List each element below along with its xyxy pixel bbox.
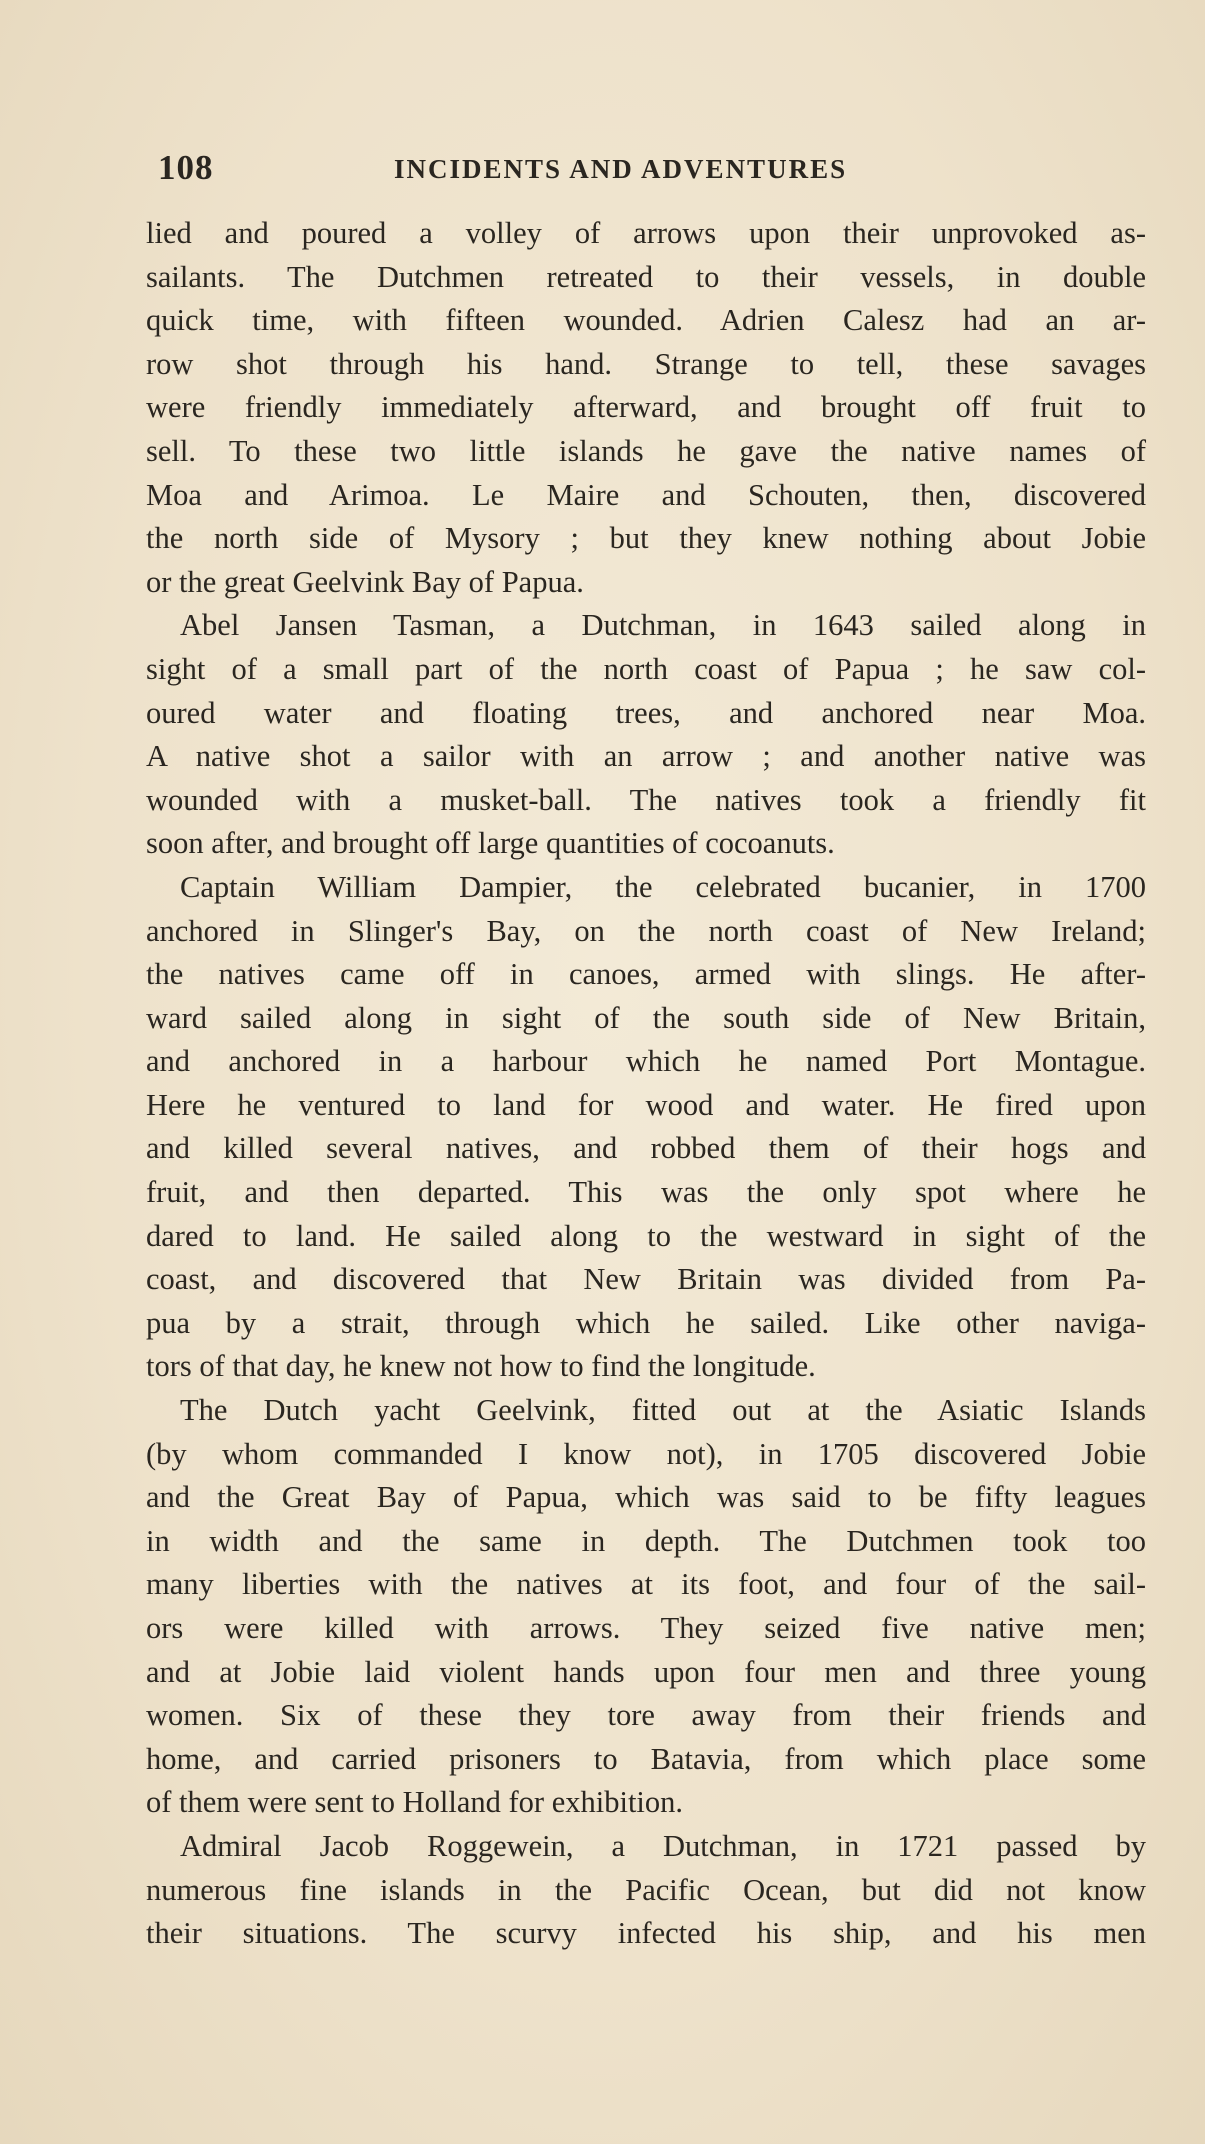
text-line: wounded with a musket-ball. The natives took a friendly fit: [146, 782, 1146, 817]
text-line: Here he ventured to land for wood and water. He fired upon: [146, 1087, 1146, 1122]
text-line: ward sailed along in sight of the south side of New Britain,: [146, 1000, 1146, 1035]
text-line: or the great Geelvink Bay of Papua.: [146, 564, 584, 599]
text-line: quick time, with fifteen wounded. Adrien Calesz had an ar-: [146, 303, 1146, 338]
text-line: of them were sent to Holland for exhibition.: [146, 1785, 684, 1820]
text-line: soon after, and brought off large quantities of cocoanuts.: [146, 826, 835, 861]
text-line: fruit, and then departed. This was the only spot where he: [146, 1175, 1146, 1210]
text-line: the natives came off in canoes, armed with slings. He after-: [146, 957, 1146, 992]
text-line: row shot through his hand. Strange to tell, these savages: [146, 346, 1146, 381]
text-line: Captain William Dampier, the celebrated bucanier, in 1700: [180, 869, 1146, 904]
text-line: and killed several natives, and robbed them of their hogs and: [146, 1131, 1146, 1166]
text-line: (by whom commanded I know not), in 1705 discovered Jobie: [146, 1436, 1146, 1471]
page-number: 108: [158, 148, 214, 187]
text-line: and at Jobie laid violent hands upon four men and three young: [146, 1654, 1146, 1689]
running-head: INCIDENTS AND ADVENTURES: [394, 154, 848, 184]
text-line: lied and poured a volley of arrows upon their unprovoked as-: [146, 216, 1146, 250]
text-line: ors were killed with arrows. They seized five native men;: [146, 1611, 1146, 1645]
text-line: women. Six of these they tore away from their friends and: [146, 1698, 1146, 1733]
text-line: The Dutch yacht Geelvink, fitted out at the Asiatic Islands: [180, 1393, 1146, 1428]
text-line: pua by a strait, through which he sailed. Like other naviga-: [146, 1305, 1146, 1340]
text-line: Abel Jansen Tasman, a Dutchman, in 1643 sailed along in: [180, 608, 1146, 643]
body-text: [146, 212, 1146, 1956]
text-line: Moa and Arimoa. Le Maire and Schouten, then, discovered: [146, 477, 1146, 512]
text-line: Admiral Jacob Roggewein, a Dutchman, in 1721 passed by: [180, 1828, 1146, 1863]
text-line: sailants. The Dutchmen retreated to their vessels, in double: [146, 259, 1146, 294]
text-line: oured water and floating trees, and anchored near Moa.: [146, 695, 1146, 730]
page-header: [158, 148, 1088, 188]
text-line: many liberties with the natives at its foot, and four of the sail-: [146, 1567, 1146, 1602]
text-line: numerous fine islands in the Pacific Ocean, but did not know: [146, 1872, 1146, 1907]
text-line: tors of that day, he knew not how to find the longitude.: [146, 1349, 816, 1384]
text-line: A native shot a sailor with an arrow ; and another native was: [146, 739, 1146, 774]
text-line: anchored in Slinger's Bay, on the north coast of New Ireland;: [146, 913, 1146, 948]
text-line: in width and the same in depth. The Dutchmen took too: [146, 1523, 1146, 1558]
text-line: home, and carried prisoners to Batavia, from which place some: [146, 1741, 1146, 1776]
text-line: dared to land. He sailed along to the westward in sight of the: [146, 1218, 1146, 1253]
text-line: the north side of Mysory ; but they knew nothing about Jobie: [146, 521, 1146, 556]
text-line: and the Great Bay of Papua, which was said to be fifty leagues: [146, 1480, 1146, 1515]
text-line: and anchored in a harbour which he named Port Montague.: [146, 1044, 1146, 1079]
text-line: coast, and discovered that New Britain was divided from Pa-: [146, 1262, 1146, 1297]
text-line: sight of a small part of the north coast of Papua ; he saw col-: [146, 651, 1146, 686]
text-line: were friendly immediately afterward, and brought off fruit to: [146, 390, 1146, 425]
text-line: their situations. The scurvy infected his ship, and his men: [146, 1916, 1146, 1951]
text-line: sell. To these two little islands he gave the native names of: [146, 433, 1146, 468]
